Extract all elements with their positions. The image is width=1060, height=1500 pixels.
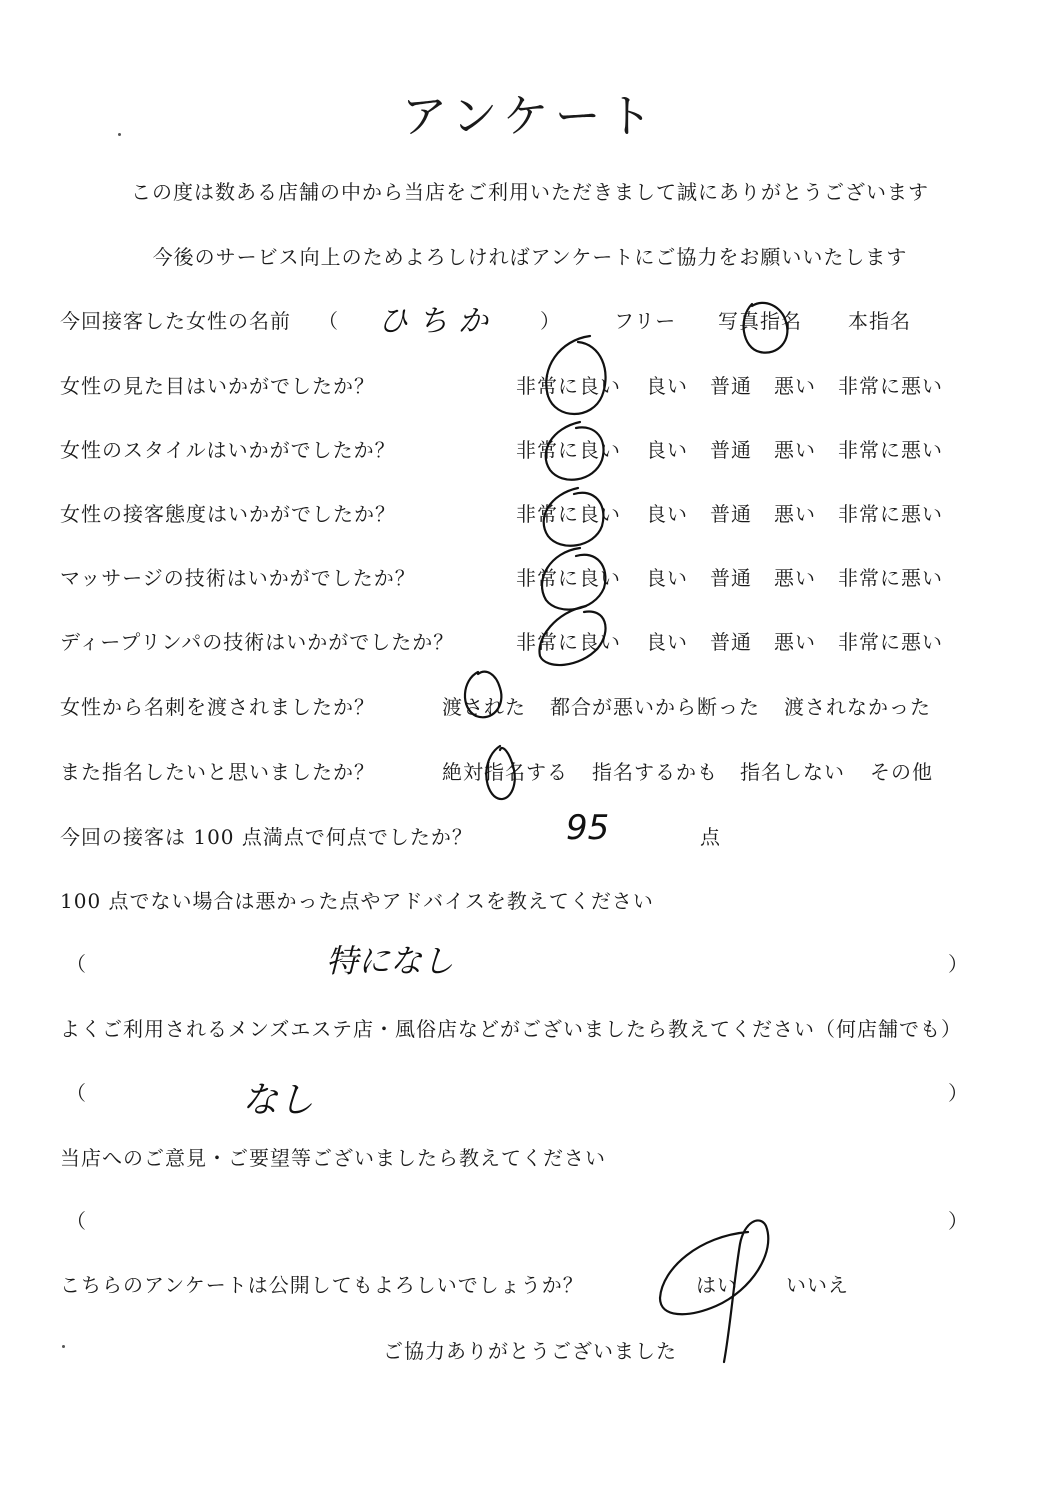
rating-option: 良い [646, 630, 688, 654]
other-shops-question: よくご利用されるメンズエステ店・風俗店などがございましたら教えてください（何店舗でも） [60, 1017, 962, 1041]
rating-option: 良い [646, 438, 688, 462]
rating-option: 非常に悪い [838, 566, 943, 590]
name-close-paren: ） [540, 309, 560, 333]
rating-option: 非常に悪い [838, 502, 943, 526]
repeat-option-no: 指名しない [740, 760, 845, 784]
rating-option: 非常に良い [516, 502, 621, 526]
handwritten-score: 95 [566, 808, 610, 848]
card-option-not-received: 渡されなかった [784, 695, 931, 719]
rating-option: 非常に悪い [838, 630, 943, 654]
opinions-open-paren: （ [66, 1209, 86, 1233]
option-free: フリー [614, 309, 677, 333]
rating-option: 良い [646, 374, 688, 398]
rating-option: 普通 [710, 566, 752, 590]
handwritten-name: ひちか [378, 304, 498, 339]
card-option-declined: 都合が悪いから断った [550, 695, 760, 719]
repeat-option-other: その他 [870, 760, 933, 784]
publish-option-no: いいえ [786, 1273, 849, 1297]
rating-question-style: 女性のスタイルはいかがでしたか？ [60, 438, 396, 462]
publish-question: こちらのアンケートは公開してもよろしいでしょうか？ [60, 1273, 584, 1297]
rating-option: 悪い [774, 630, 816, 654]
advice-close-paren: ） [948, 952, 968, 976]
intro-line-1: この度は数ある店舗の中から当店をご利用いただきまして誠にありがとうございます [131, 180, 929, 204]
card-question: 女性から名刺を渡されましたか？ [60, 695, 375, 719]
rating-option: 非常に良い [516, 374, 621, 398]
rating-question-massage: マッサージの技術はいかがでしたか？ [60, 566, 416, 590]
score-unit: 点 [700, 825, 721, 849]
rating-option: 非常に悪い [838, 374, 943, 398]
intro-line-2: 今後のサービス向上のためよろしければアンケートにご協力をお願いいたします [152, 245, 908, 269]
rating-option: 非常に良い [516, 566, 621, 590]
rating-option: 普通 [710, 374, 752, 398]
score-question: 今回の接客は 100 点満点で何点でしたか？ [60, 825, 473, 849]
closing-message: ご協力ありがとうございました [383, 1339, 677, 1363]
advice-question: 100 点でない場合は悪かった点やアドバイスを教えてください [60, 889, 654, 913]
rating-question-lymph: ディープリンパの技術はいかがでしたか？ [60, 630, 455, 654]
publish-option-yes: はい [696, 1273, 738, 1297]
card-option-received: 渡された [442, 695, 526, 719]
rating-option: 悪い [774, 502, 816, 526]
option-photo-nomination: 写真指名 [718, 309, 802, 333]
advice-open-paren: （ [66, 952, 86, 976]
rating-question-looks: 女性の見た目はいかがでしたか？ [60, 374, 375, 398]
rating-option: 非常に良い [516, 438, 621, 462]
rating-option: 普通 [710, 438, 752, 462]
rating-question-attitude: 女性の接客態度はいかがでしたか？ [60, 502, 396, 526]
rating-option: 悪い [774, 374, 816, 398]
handwritten-other-shops: なし [242, 1080, 315, 1121]
other-shops-open-paren: （ [66, 1081, 86, 1105]
other-shops-close-paren: ） [948, 1081, 968, 1105]
page-title: アンケート [401, 89, 659, 143]
repeat-question: また指名したいと思いましたか？ [60, 760, 375, 784]
rating-option: 普通 [710, 630, 752, 654]
repeat-option-definitely: 絶対指名する [442, 760, 568, 784]
rating-option: 普通 [710, 502, 752, 526]
rating-option: 良い [646, 502, 688, 526]
handwritten-advice: 特になし [326, 942, 455, 980]
opinions-close-paren: ） [948, 1209, 968, 1233]
rating-option: 悪い [774, 438, 816, 462]
rating-option: 非常に悪い [838, 438, 943, 462]
opinions-question: 当店へのご意見・ご要望等ございましたら教えてください [60, 1146, 606, 1170]
name-open-paren: （ [318, 309, 338, 333]
repeat-option-maybe: 指名するかも [592, 760, 718, 784]
rating-option: 良い [646, 566, 688, 590]
name-question: 今回接客した女性の名前 [60, 309, 291, 333]
rating-option: 非常に良い [516, 630, 621, 654]
rating-option: 悪い [774, 566, 816, 590]
option-main-nomination: 本指名 [848, 309, 911, 333]
